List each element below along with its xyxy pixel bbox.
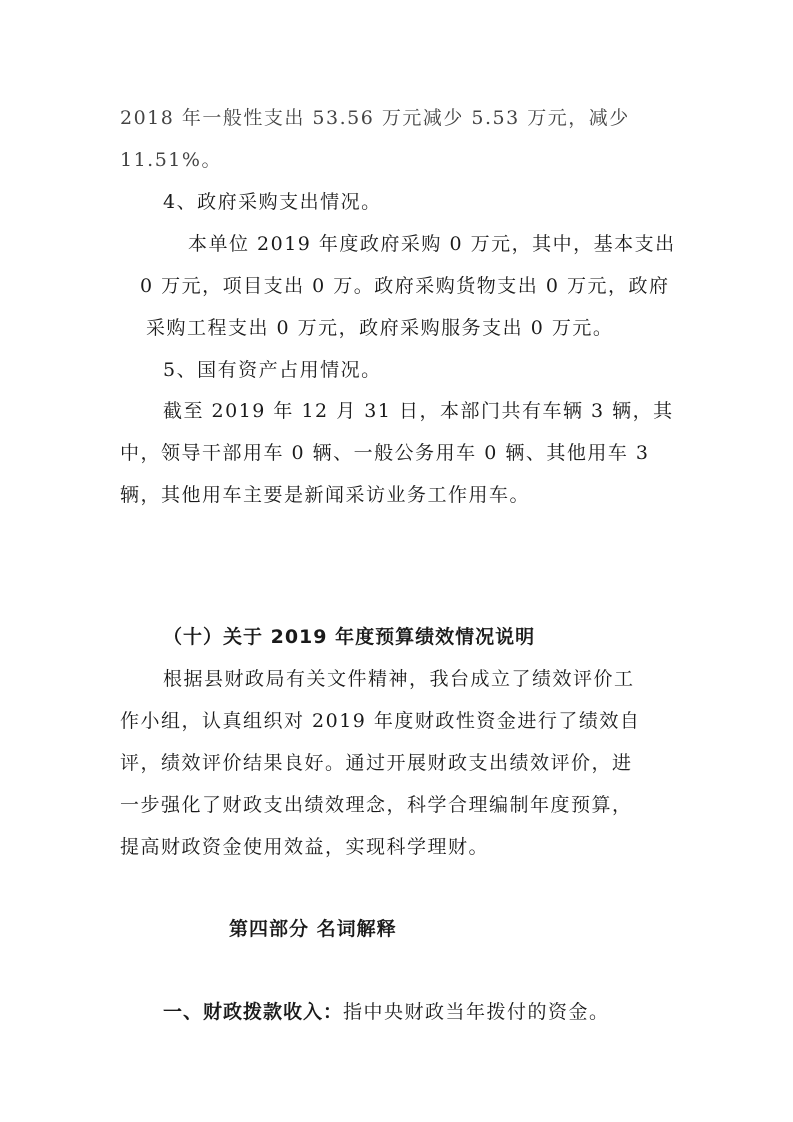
paragraph-line: 根据县财政局有关文件精神，我台成立了绩效评价工 bbox=[163, 668, 635, 690]
paragraph-line: 辆，其他用车主要是新闻采访业务工作用车。 bbox=[120, 484, 531, 506]
part-heading-glossary: 第四部分 名词解释 bbox=[229, 918, 397, 940]
paragraph-line: 截至 2019 年 12 月 31 日，本部门共有车辆 3 辆，其 bbox=[163, 400, 674, 422]
paragraph-line: 本单位 2019 年度政府采购 0 万元，其中，基本支出 bbox=[188, 233, 676, 255]
section-heading-performance: （十）关于 2019 年度预算绩效情况说明 bbox=[163, 626, 536, 648]
paragraph-line: 2018 年一般性支出 53.56 万元减少 5.53 万元，减少 bbox=[120, 107, 630, 129]
paragraph-line: 0 万元，项目支出 0 万。政府采购货物支出 0 万元，政府 bbox=[140, 275, 670, 297]
definition-term: 一、财政拨款收入： bbox=[163, 1001, 344, 1023]
paragraph-line: 评，绩效评价结果良好。通过开展财政支出绩效评价，进 bbox=[120, 752, 633, 774]
paragraph-line: 采购工程支出 0 万元，政府采购服务支出 0 万元。 bbox=[146, 317, 614, 339]
paragraph-line: 11.51%。 bbox=[120, 149, 222, 171]
definition-text: 指中央财政当年拨付的资金。 bbox=[343, 1001, 610, 1023]
paragraph-line: 作小组，认真组织对 2019 年度财政性资金进行了绩效自 bbox=[120, 710, 641, 732]
paragraph-line: 一步强化了财政支出绩效理念，科学合理编制年度预算， bbox=[120, 794, 633, 816]
paragraph-line: 提高财政资金使用效益，实现科学理财。 bbox=[120, 836, 490, 858]
definition-line bbox=[163, 1000, 610, 1024]
section-heading-procurement: 4、政府采购支出情况。 bbox=[163, 191, 382, 213]
paragraph-line: 中，领导干部用车 0 辆、一般公务用车 0 辆、其他用车 3 bbox=[120, 442, 650, 464]
section-heading-assets: 5、国有资产占用情况。 bbox=[163, 359, 382, 381]
